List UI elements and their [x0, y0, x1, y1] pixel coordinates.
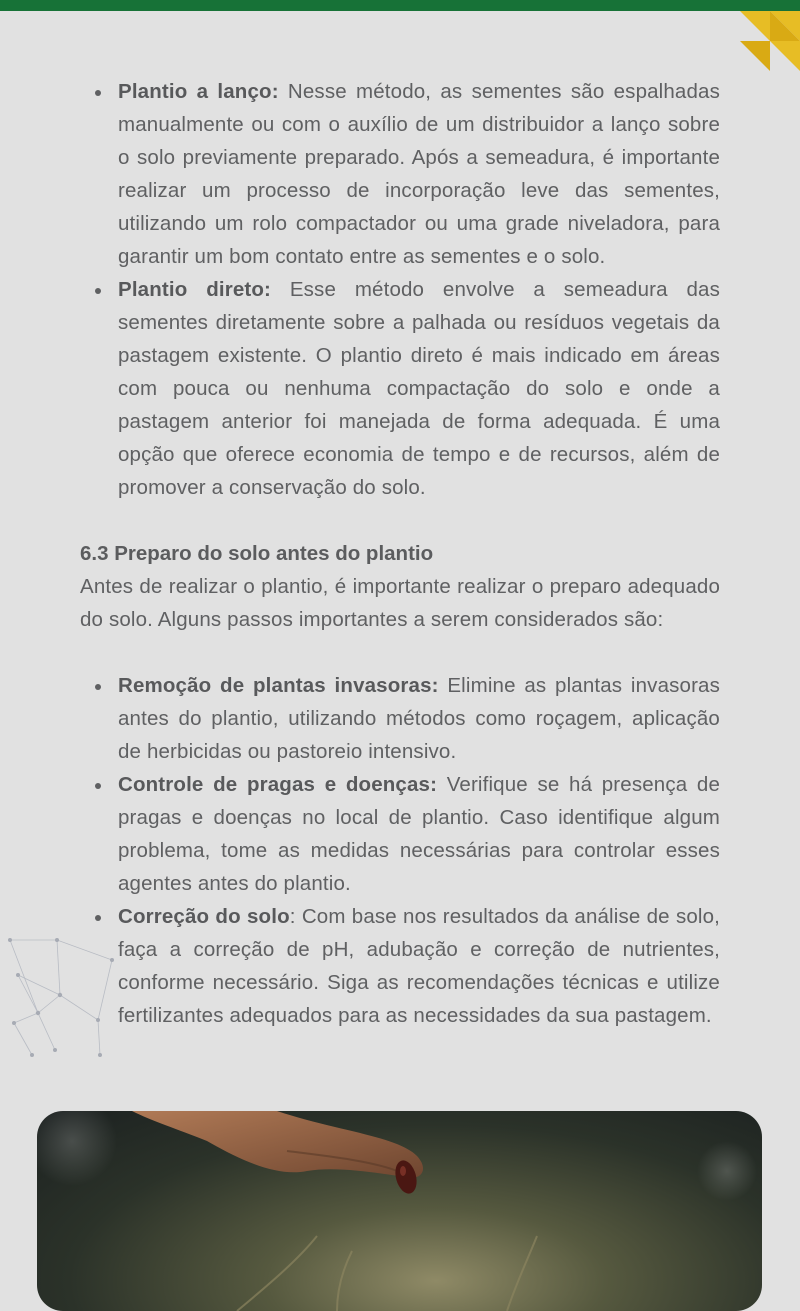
item-text: : Com base nos resultados da análise de solo, faça a correção de pH, adubação e correção de nutrientes, conforme necessário. Siga as recomendações técnicas e utilize fertilizantes adequados para as necessidades da sua pastagem. [118, 905, 721, 1027]
item-title: Controle de pragas e doenças: [118, 773, 438, 796]
list-item [80, 273, 720, 504]
planting-methods-list [80, 75, 720, 504]
main-content [80, 75, 720, 1032]
item-text: Nesse método, as sementes são espalhadas manualmente ou com o auxílio de um distribuidor a lanço sobre o solo previamente preparado. Após a semeadura, é importante realizar um processo de incorporação leve das sementes, utilizando um rolo compactador ou uma grade niveladora, para garantir um bom contato entre as sementes e o solo. [118, 80, 720, 268]
top-accent-bar [0, 0, 800, 11]
soil-prep-steps-list [80, 669, 720, 1032]
hand-illustration [37, 1111, 762, 1311]
list-item [80, 75, 720, 273]
corner-triangles-decoration [740, 11, 800, 71]
list-item [80, 900, 720, 1032]
item-text: Elimine as plantas invasoras antes do plantio, utilizando métodos como roçagem, aplicação de herbicidas ou pastoreio intensivo. [118, 674, 720, 763]
item-title: Plantio a lanço: [118, 80, 279, 103]
list-item [80, 669, 720, 768]
section-heading: 6.3 Preparo do solo antes do plantio [80, 542, 434, 565]
item-text: Verifique se há presença de pragas e doenças no local de plantio. Caso identifique algum problema, tome as medidas necessárias para controlar esses agentes antes do plantio. [118, 773, 721, 895]
list-item [80, 768, 720, 900]
section-intro: Antes de realizar o plantio, é importante realizar o preparo adequado do solo. Alguns passos importantes a serem considerados são: [80, 575, 720, 631]
item-title: Plantio direto: [118, 278, 272, 301]
item-title: Remoção de plantas invasoras: [118, 674, 439, 697]
item-text: Esse método envolve a semeadura das sementes diretamente sobre a palhada ou resíduos vegetais da pastagem existente. O plantio direto é mais indicado em áreas com pouca ou nenhuma compactação do solo e onde a pastagem anterior foi manejada de forma adequada. É uma opção que oferece economia de tempo e de recursos, além de promover a conservação do solo. [118, 278, 721, 499]
hand-planting-seed-photo [37, 1111, 762, 1311]
item-title: Correção do solo [118, 905, 290, 928]
